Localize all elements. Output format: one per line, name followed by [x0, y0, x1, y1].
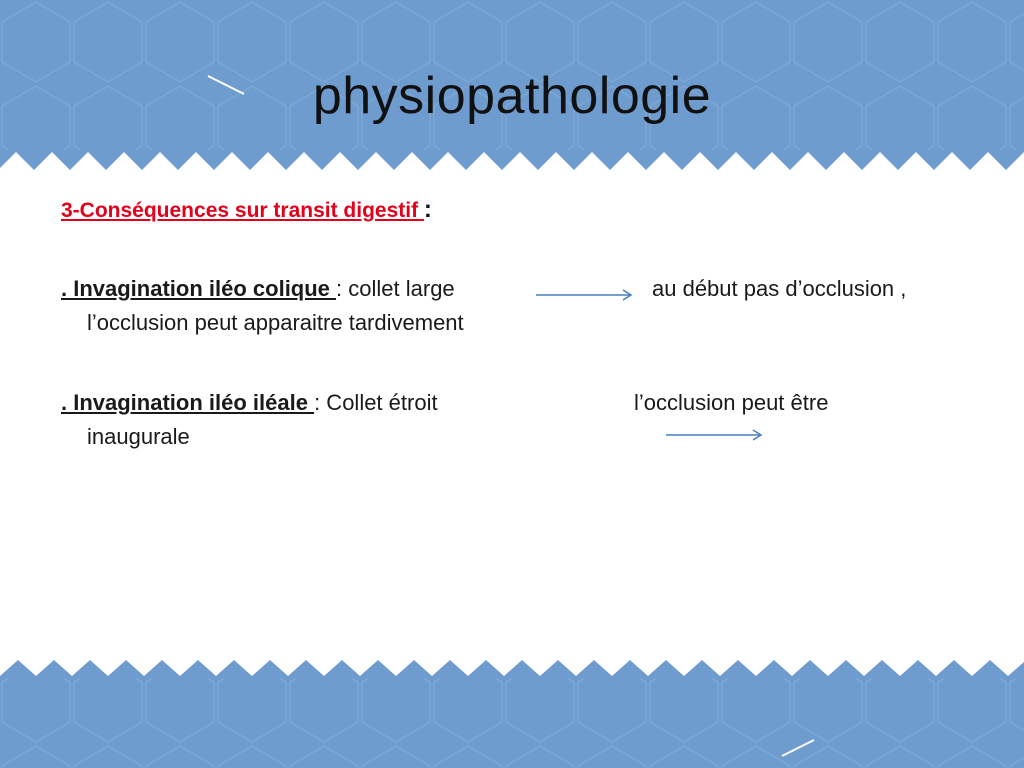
- section-heading-colon: :: [423, 196, 432, 223]
- section-heading-text: 3-Conséquences sur transit digestif: [61, 199, 424, 222]
- item-ileo-ileale-text: : Collet étroit: [314, 390, 438, 415]
- item-ileo-colique-label: . Invagination iléo colique: [61, 276, 337, 301]
- arrow-right-icon: [664, 428, 764, 442]
- item-ileo-colique-result: au début pas d’occlusion ,: [652, 276, 907, 301]
- item-ileo-ileale-label: . Invagination iléo iléale: [61, 390, 315, 415]
- arrow-right-icon: [534, 288, 634, 302]
- slide-title: physiopathologie: [312, 67, 712, 125]
- section-heading: [61, 196, 432, 224]
- item-ileo-colique-text: : collet large: [336, 276, 455, 301]
- item-ileo-colique-continuation: l’occlusion peut apparaitre tardivement: [87, 310, 464, 335]
- bottom-hexagon-band: [0, 660, 1024, 768]
- item-ileo-ileale-result: l’occlusion peut être: [634, 390, 829, 415]
- item-ileo-ileale-continuation: inaugurale: [87, 424, 190, 449]
